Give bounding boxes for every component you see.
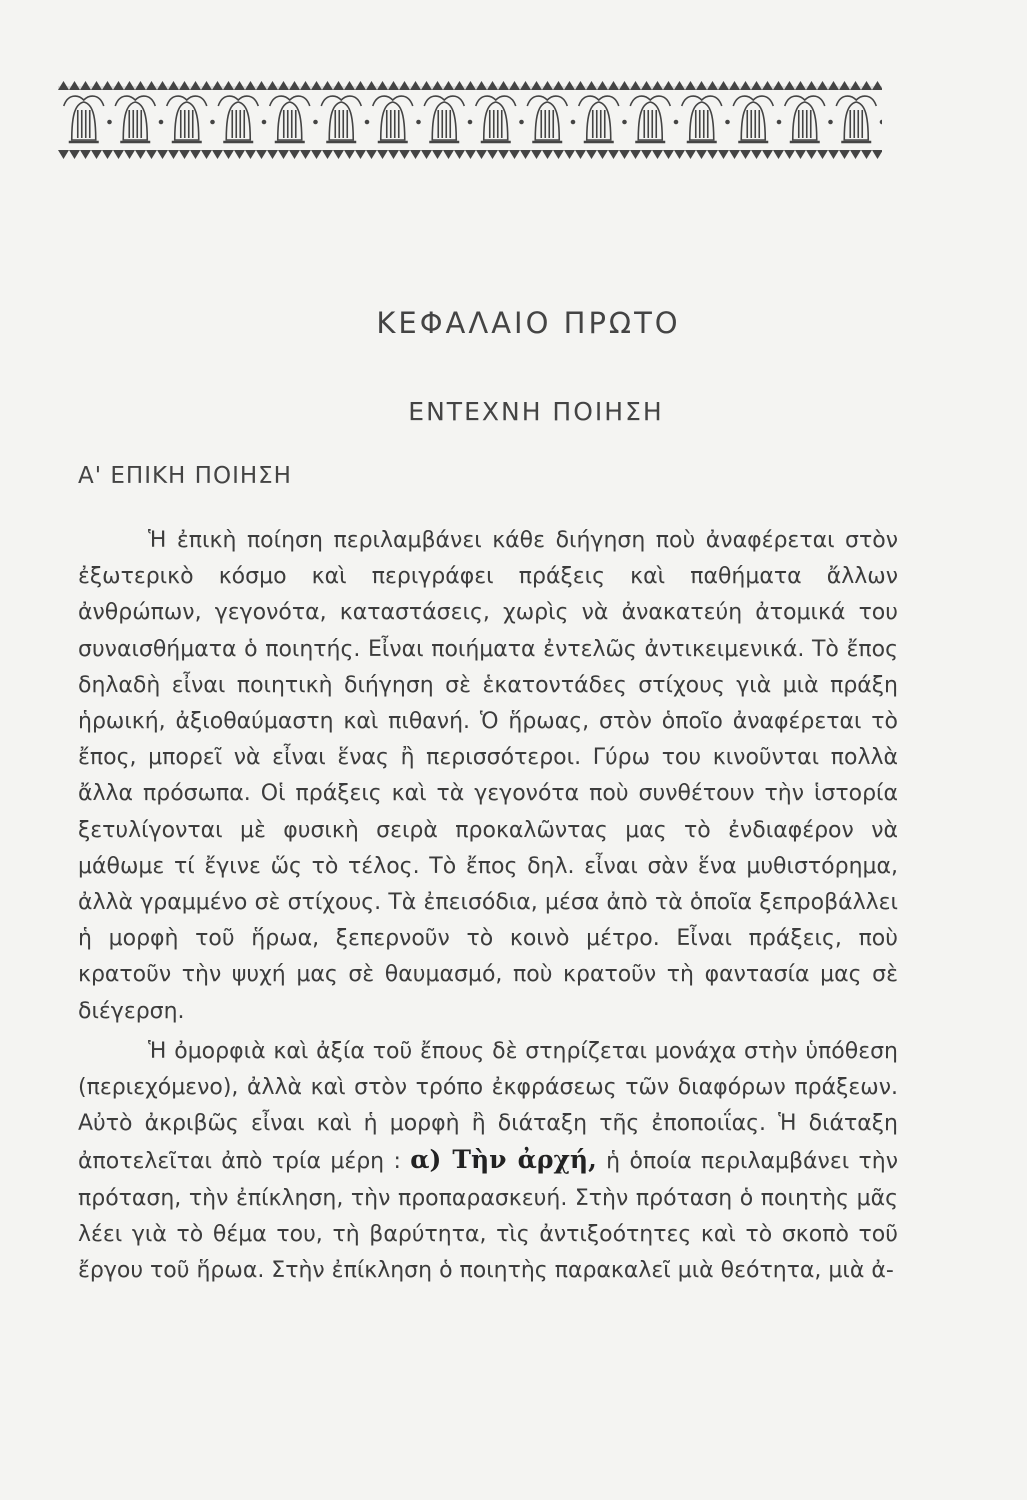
- decorative-border-ornament: [58, 76, 882, 162]
- chapter-title: ΚΕΦΑΛΑΙΟ ΠΡΩΤΟ: [376, 306, 681, 340]
- section-title: ΕΝΤΕΧΝΗ ΠΟΙΗΣΗ: [408, 397, 664, 426]
- emphasized-term: α) Τὴν ἀρχή,: [410, 1145, 597, 1175]
- paragraph: [78, 1034, 898, 1289]
- paragraph-text: Ἡ ὀμορφιὰ καὶ ἀξία τοῦ ἔπους δὲ στηρίζεται μονάχα στὴν ὑπόθεση (περιεχόμενο), ἀλλὰ καὶ στὸν τρόπο ἐκφράσεως τῶν διαφόρων πράξεων. Αὐτὸ ἀκριβῶς εἶναι καὶ ἡ μορφὴ ἢ διάταξη τῆς ἐποποιΐας. Ἡ διάταξη ἀποτελεῖται ἀπὸ τρία μέρη :: [78, 1038, 898, 1175]
- body-text: [78, 523, 898, 1289]
- paragraph-text: ἡ ὁποία περιλαμβάνει τὴν πρόταση, τὴν ἐπίκληση, τὴν προπαρασκευή. Στὴν πρόταση ὁ ποιητὴς μᾶς λέει γιὰ τὸ θέμα του, τὴ βαρύτητα, τὶς ἀντιξοότητες καὶ τὸ σκοπὸ τοῦ ἔργου τοῦ ἥρωα. Στὴν ἐπίκληση ὁ ποιητὴς παρακαλεῖ μιὰ θεότητα, μιὰ ἀ-: [78, 1149, 898, 1284]
- paragraph: Ἡ ἐπικὴ ποίηση περιλαμβάνει κάθε διήγηση ποὺ ἀναφέρεται στὸν ἐξωτερικὸ κόσμο καὶ περιγράφει πράξεις καὶ παθήματα ἄλλων ἀνθρώπων, γεγονότα, καταστάσεις, χωρὶς νὰ ἀνακατεύη ἀτομικά του συναισθήματα ὁ ποιητής. Εἶναι ποιήματα ἐντελῶς ἀντικειμενικά. Τὸ ἔπος δηλαδὴ εἶναι ποιητικὴ διήγηση σὲ ἑκατοντάδες στίχους γιὰ μιὰ πράξη ἡρωική, ἀξιοθαύμαστη καὶ πιθανή. Ὁ ἥρωας, στὸν ὁποῖο ἀναφέρεται τὸ ἔπος, μπορεῖ νὰ εἶναι ἕνας ἢ περισσότεροι. Γύρω του κινοῦνται πολλὰ ἄλλα πρόσωπα. Οἱ πράξεις καὶ τὰ γεγονότα ποὺ συνθέτουν τὴν ἱστορία ξετυλίγονται μὲ φυσικὴ σειρὰ προκαλῶντας μας τὸ ἐνδιαφέρον νὰ μάθωμε τί ἔγινε ὥς τὸ τέλος. Τὸ ἔπος δηλ. εἶναι σὰν ἕνα μυθιστόρημα, ἀλλὰ γραμμένο σὲ στίχους. Τὰ ἐπεισόδια, μέσα ἀπὸ τὰ ὁποῖα ξεπροβάλλει ἡ μορφὴ τοῦ ἥρωα, ξεπερνοῦν τὸ κοινὸ μέτρο. Εἶναι πράξεις, ποὺ κρατοῦν τὴν ψυχή μας σὲ θαυμασμό, ποὺ κρατοῦν τὴ φαντασία μας σὲ διέγερση.: [78, 528, 898, 1024]
- subsection-title: Α' ΕΠΙΚΗ ΠΟΙΗΣΗ: [78, 463, 292, 489]
